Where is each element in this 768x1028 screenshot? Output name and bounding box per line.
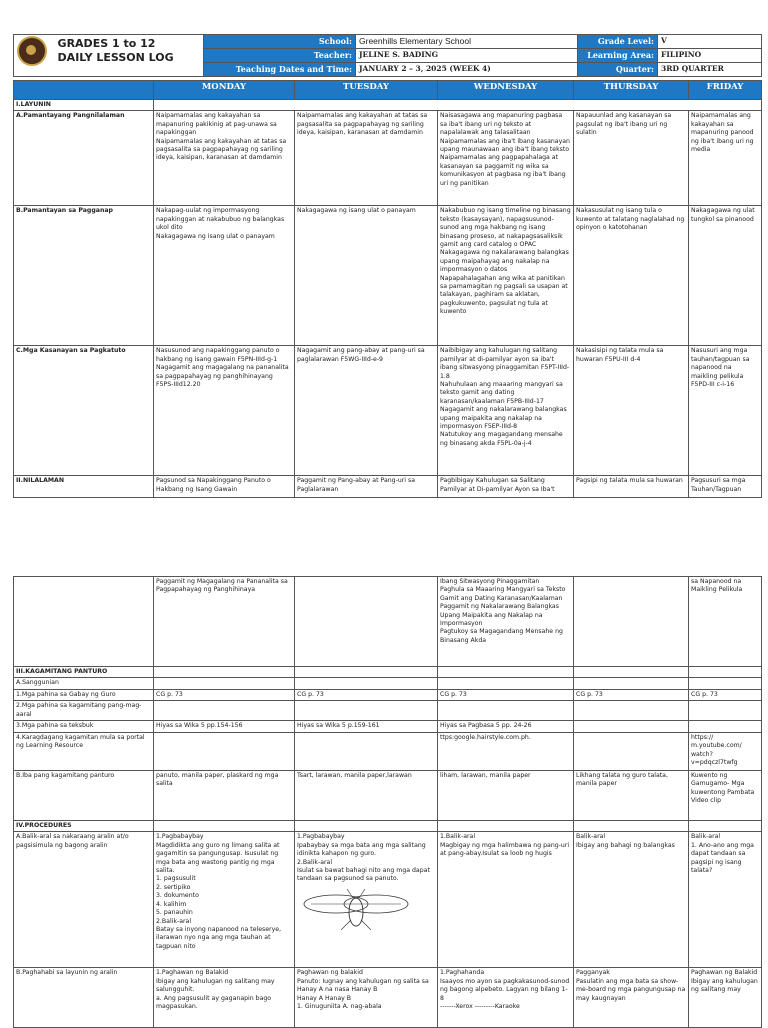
row-label: B.Pamantayan sa Pagganap	[14, 206, 154, 346]
table-cell: Hiyas sa Pagbasa 5 pp. 24-26	[438, 721, 574, 733]
table-cell	[154, 733, 295, 771]
table-cell: Pagsunod sa Napakinggang Panuto o Hakbang ng Isang Gawain	[154, 476, 295, 498]
table-cell: Naipamamalas ang kakayahan sa mapanuring panood ng iba't ibang uri ng media	[689, 111, 762, 206]
table-cell: 1.Balik-aral Magbigay ng mga halimbawa ng pang-uri at pang-abay.Isulat sa loob ng hugis	[438, 832, 574, 968]
table-cell: Paghawan ng balakid Panuto: Iugnay ang kahulugan ng salita sa Hanay A na nasa Hanay B Hanay A Hanay B 1. Ginuguniita A. nag-abala	[295, 968, 438, 1028]
log-title	[58, 37, 174, 65]
table-row	[14, 476, 762, 498]
day-wednesday: WEDNESDAY	[438, 81, 574, 100]
table-cell: Naibibigay ang kahulugan ng salitang pamilyar at di-pamilyar ayon sa iba't ibang sitwasyong pinaggamitan F5PT-IIId-1.8 Nahuhulaan ang maaaring mangyari sa teksto gamit ang dating karanasan/kaalaman F5PB-IIId-17 Nagagamit ang nakalarawang balangkas upang maipakita ang nakalap na impormasyon F5EP-IIId-8 Natutukoy ang magagandang mensahe ng binasang akda F5PL-0a-j-4	[438, 346, 574, 476]
table-cell	[574, 721, 689, 733]
table-cell	[295, 678, 438, 689]
table-cell: panuto, manila paper, plaskard ng mga salita	[154, 771, 295, 821]
table-row	[14, 771, 762, 821]
lesson-log-page-1	[13, 34, 761, 498]
row-label: A.Pamantayang Pangnilalaman	[14, 111, 154, 206]
table-cell: Nakagagawa ng ulat tungkol sa pinanood	[689, 206, 762, 346]
teacher-label: Teacher:	[204, 49, 356, 63]
table-cell: Hiyas sa Wika 5 p.159-161	[295, 721, 438, 733]
table-row	[14, 733, 762, 771]
row-label: A.Balik-aral sa nakaraang aralin at/o pagsisimula ng bagong aralin	[14, 832, 154, 968]
title-line-2: DAILY LESSON LOG	[57, 51, 174, 64]
table-cell: Nakasisipi ng talata mula sa huwaran F5PU-III d-4	[574, 346, 689, 476]
table-cell: Naisasagawa ang mapanuring pagbasa sa iba't ibang uri ng teksto at napalalawak ang talasalitaan Naipamamalas ang iba't ibang kasanayan upang maunawaan ang iba't ibang teksto Naipamamalas ang pagpapahalaga at kasanayan sa paggamit ng wika sa komunikasyon at pagbasa ng iba't ibang uri ng panitikan	[438, 111, 574, 206]
row-label: 4.Karagdagang kagamitan mula sa portal ng Learning Resource	[14, 733, 154, 771]
section-layunin: I.LAYUNIN	[14, 100, 154, 111]
table-cell	[689, 701, 762, 721]
table-cell: Pagganyak Pasulatin ang mga bata sa show-me-board ng mga pangungusap na may kaugnayan	[574, 968, 689, 1028]
table-cell: Pagsipi ng talata mula sa huwaran	[574, 476, 689, 498]
table-cell: CG p. 73	[295, 689, 438, 700]
title-line-1: GRADES 1 to 12	[57, 37, 156, 50]
table-cell	[295, 667, 438, 678]
area-label: Learning Area:	[578, 49, 658, 63]
section-layunin-row	[14, 100, 762, 111]
table-cell	[438, 667, 574, 678]
day-thursday: THURSDAY	[574, 81, 689, 100]
table-cell	[154, 678, 295, 689]
row-label: C.Mga Kasanayan sa Pagkatuto	[14, 346, 154, 476]
table-cell: Paghawan ng Balakid Ibigay ang kahulugan ng salitang may	[689, 968, 762, 1028]
day-tuesday: TUESDAY	[295, 81, 438, 100]
table-cell	[574, 701, 689, 721]
row-label: B.Iba pang kagamitang panturo	[14, 771, 154, 821]
header-table	[13, 34, 762, 77]
table-cell: Paggamit ng Magagalang na Pananalita sa Pagpapahayag ng Panghihinaya	[154, 577, 295, 667]
section-procedures-row	[14, 821, 762, 832]
table-cell: CG p. 73	[154, 689, 295, 700]
table-row	[14, 346, 762, 476]
table-cell: Napauunlad ang kasanayan sa pagsulat ng iba't ibang uri ng sulatin	[574, 111, 689, 206]
table-cell	[689, 678, 762, 689]
table-cell: Nakasusulat ng isang tula o kuwento at talatang naglalahad ng opinyon o katotohanan	[574, 206, 689, 346]
table-row	[14, 577, 762, 667]
table-cell	[574, 577, 689, 667]
insect-illustration-icon	[301, 886, 411, 932]
table-cell	[295, 701, 438, 721]
quarter-label: Quarter:	[578, 63, 658, 77]
table-cell	[689, 667, 762, 678]
table-cell: Ibang Sitwasyong Pinaggamitan Paghula sa Maaaring Mangyari sa Teksto Gamit ang Dating Karanasan/Kaalaman Paggamit ng Nakalarawang Balangkas Upang Maipakita ang Nakalap na Impormasyon Pagtukoy sa Magagandang Mensahe ng Binasang Akda	[438, 577, 574, 667]
table-cell: Nasusunod ang napakinggang panuto o hakbang ng isang gawain F5PN-IIId-g-1 Nagagamit ang magagalang na pananalita sa pagpapahayag ng panghihinayang F5PS-IIId12.20	[154, 346, 295, 476]
row-label: B.Paghahabi sa layunin ng aralin	[14, 968, 154, 1028]
dates-label: Teaching Dates and Time:	[204, 63, 356, 77]
lesson-log-page-2	[13, 576, 761, 1028]
table-cell	[574, 667, 689, 678]
row-label	[14, 577, 154, 667]
table-cell: sa Napanood na Maikling Pelikula	[689, 577, 762, 667]
table-cell: Hiyas sa Wika 5 pp.154-156	[154, 721, 295, 733]
table-row	[14, 968, 762, 1028]
table-cell: Naipamamalas ang kakayahan at tatas sa pagsasalita sa pagpapahayag ng sariling ideya, kaisipan, karanasan at damdamin	[295, 111, 438, 206]
table-row	[14, 701, 762, 721]
table-cell	[689, 821, 762, 832]
row-label: 2.Mga pahina sa kagamitang pang-mag-aaral	[14, 701, 154, 721]
table-cell: Nakagagawa ng isang ulat o panayam	[295, 206, 438, 346]
table-cell: Balik-aral Ibigay ang bahagi ng balangkas	[574, 832, 689, 968]
day-friday: FRIDAY	[689, 81, 762, 100]
sub-sanggunian-row	[14, 678, 762, 689]
school-value: Greenhills Elementary School	[356, 35, 578, 49]
table-cell: Tsart, larawan, manila paper,larawan	[295, 771, 438, 821]
table-cell	[295, 577, 438, 667]
table-cell: https:// m.youtube.com/ watch? v=pdqczl7twfg	[689, 733, 762, 771]
table-cell: Pagbibigay Kahulugan sa Salitang Pamilyar at Di-pamilyar Ayon sa Iba't	[438, 476, 574, 498]
header-title-cell	[14, 35, 204, 77]
table-cell	[295, 821, 438, 832]
table-cell: Nagagamit ang pang-abay at pang-uri sa paglalarawan F5WG-IIId-e-9	[295, 346, 438, 476]
deped-seal-icon	[17, 36, 47, 66]
grade-value: V	[658, 35, 762, 49]
table-cell	[574, 733, 689, 771]
table-cell: Nakapag-uulat ng impormasyong napakinggan at nakabubuo ng balangkas ukol dito Nakagagawa ng isang ulat o panayam	[154, 206, 295, 346]
table-cell-text: 1.Pagbabaybay Ipabaybay sa mga bata ang mga salitang idinikta kahapon ng guro. 2.Balik-aral Isulat sa bawat bahagi nito ang mga dapat tandaan sa pagsunod sa panuto.	[297, 833, 430, 883]
table-cell: CG p. 73	[574, 689, 689, 700]
table-cell: 1.Paghahanda Isaayos mo ayon sa pagkakasunod-sunod ng bagong alpebeto. Lagyan ng bilang 1-8 -------Xerox ---------Karaoke	[438, 968, 574, 1028]
table-cell: Nakabubuo ng isang timeline ng binasang teksto (kasaysayan), napagsusunod-sunod ang mga hakbang ng isang binasang proseso, at nakapagsasaliksik gamit ang card catalog o OPAC Nakagagawa ng nakalarawang balangkas upang maipahayag ang nakalap na impormasyon o datos Napapahalagahan ang wika at panitikan sa pamamagitan ng pagsali sa usapan at talakayan, paghiram sa aklatan, pagkukuwento, pagsulat ng tula at kuwento	[438, 206, 574, 346]
grade-label: Grade Level:	[578, 35, 658, 49]
day-monday: MONDAY	[154, 81, 295, 100]
section-procedures: IV.PROCEDURES	[14, 821, 154, 832]
table-row	[14, 832, 762, 968]
table-cell	[689, 721, 762, 733]
quarter-value: 3RD QUARTER	[658, 63, 762, 77]
blank-header	[14, 81, 154, 100]
section-layunin-fill	[154, 100, 762, 111]
table-cell: Pagsusuri sa mga Tauhan/Tagpuan	[689, 476, 762, 498]
sub-sanggunian: A.Sanggunian	[14, 678, 154, 689]
table-cell: 1.Paghawan ng Balakid Ibigay ang kahulugan ng salitang may salungguhit. a. Ang pagsusulit ay gaganapin bago magpasukan.	[154, 968, 295, 1028]
teacher-value: JELINE S. BADING	[356, 49, 578, 63]
table-cell	[438, 821, 574, 832]
table-cell	[154, 701, 295, 721]
lesson-table-page-1	[13, 80, 762, 498]
table-cell: 1.Pagbabaybay Magdidikta ang guro ng limang salita at gagamitin sa pangungusap. Isusulat ng mga bata ang wastong pantig ng mga salita. 1. pagsusulit 2. sertipiko 3. dokumento 4. kalihim 5. panauhin 2.Balik-aral Batay sa inyong napanood na teleserye, ilarawan nyo nga ang mga tauhan at tagpuan nito	[154, 832, 295, 968]
row-label: 1.Mga pahina sa Gabay ng Guro	[14, 689, 154, 700]
table-cell: Naipamamalas ang kakayahan sa mapanuring pakikinig at pag-unawa sa napakinggan Naipamamalas ang kakayahan at tatas sa pagsasalita sa pagpapahayag ng sariling ideya, kaisipan, karanasan at damdamin	[154, 111, 295, 206]
table-cell	[438, 701, 574, 721]
table-cell: liham, larawan, manila paper	[438, 771, 574, 821]
table-cell: Nasusuri ang mga tauhan/tagpuan sa napanood na maikling pelikula F5PD-III c-i-16	[689, 346, 762, 476]
table-cell	[295, 832, 438, 968]
table-cell	[574, 821, 689, 832]
table-cell: ttps:google.hairstyle.com.ph.	[438, 733, 574, 771]
row-label: 3.Mga pahina sa teksbuk	[14, 721, 154, 733]
table-cell	[295, 733, 438, 771]
table-cell: CG p. 73	[689, 689, 762, 700]
table-row	[14, 721, 762, 733]
table-cell: CG p. 73	[438, 689, 574, 700]
table-row	[14, 689, 762, 700]
table-cell: Paggamit ng Pang-abay at Pang-uri sa Paglalarawan	[295, 476, 438, 498]
table-cell: Kuwento ng Gamugamo- Mga kuwentong Pambata Video clip	[689, 771, 762, 821]
section-kagamitan: III.KAGAMITANG PANTURO	[14, 667, 154, 678]
table-row	[14, 111, 762, 206]
area-value: FILIPINO	[658, 49, 762, 63]
row-label: II.NILALAMAN	[14, 476, 154, 498]
school-label: School:	[204, 35, 356, 49]
day-header-row	[14, 81, 762, 100]
table-cell	[574, 678, 689, 689]
lesson-table-page-2	[13, 576, 762, 1028]
table-cell	[438, 678, 574, 689]
table-cell	[154, 667, 295, 678]
section-kagamitan-row	[14, 667, 762, 678]
table-cell: Likhang talata ng guro talata, manila paper	[574, 771, 689, 821]
table-cell	[154, 821, 295, 832]
dates-value: JANUARY 2 – 3, 2025 (WEEK 4)	[356, 63, 578, 77]
table-cell: Balik-aral 1. Ano-ano ang mga dapat tandaan sa pagsipi ng isang talata?	[689, 832, 762, 968]
table-row	[14, 206, 762, 346]
